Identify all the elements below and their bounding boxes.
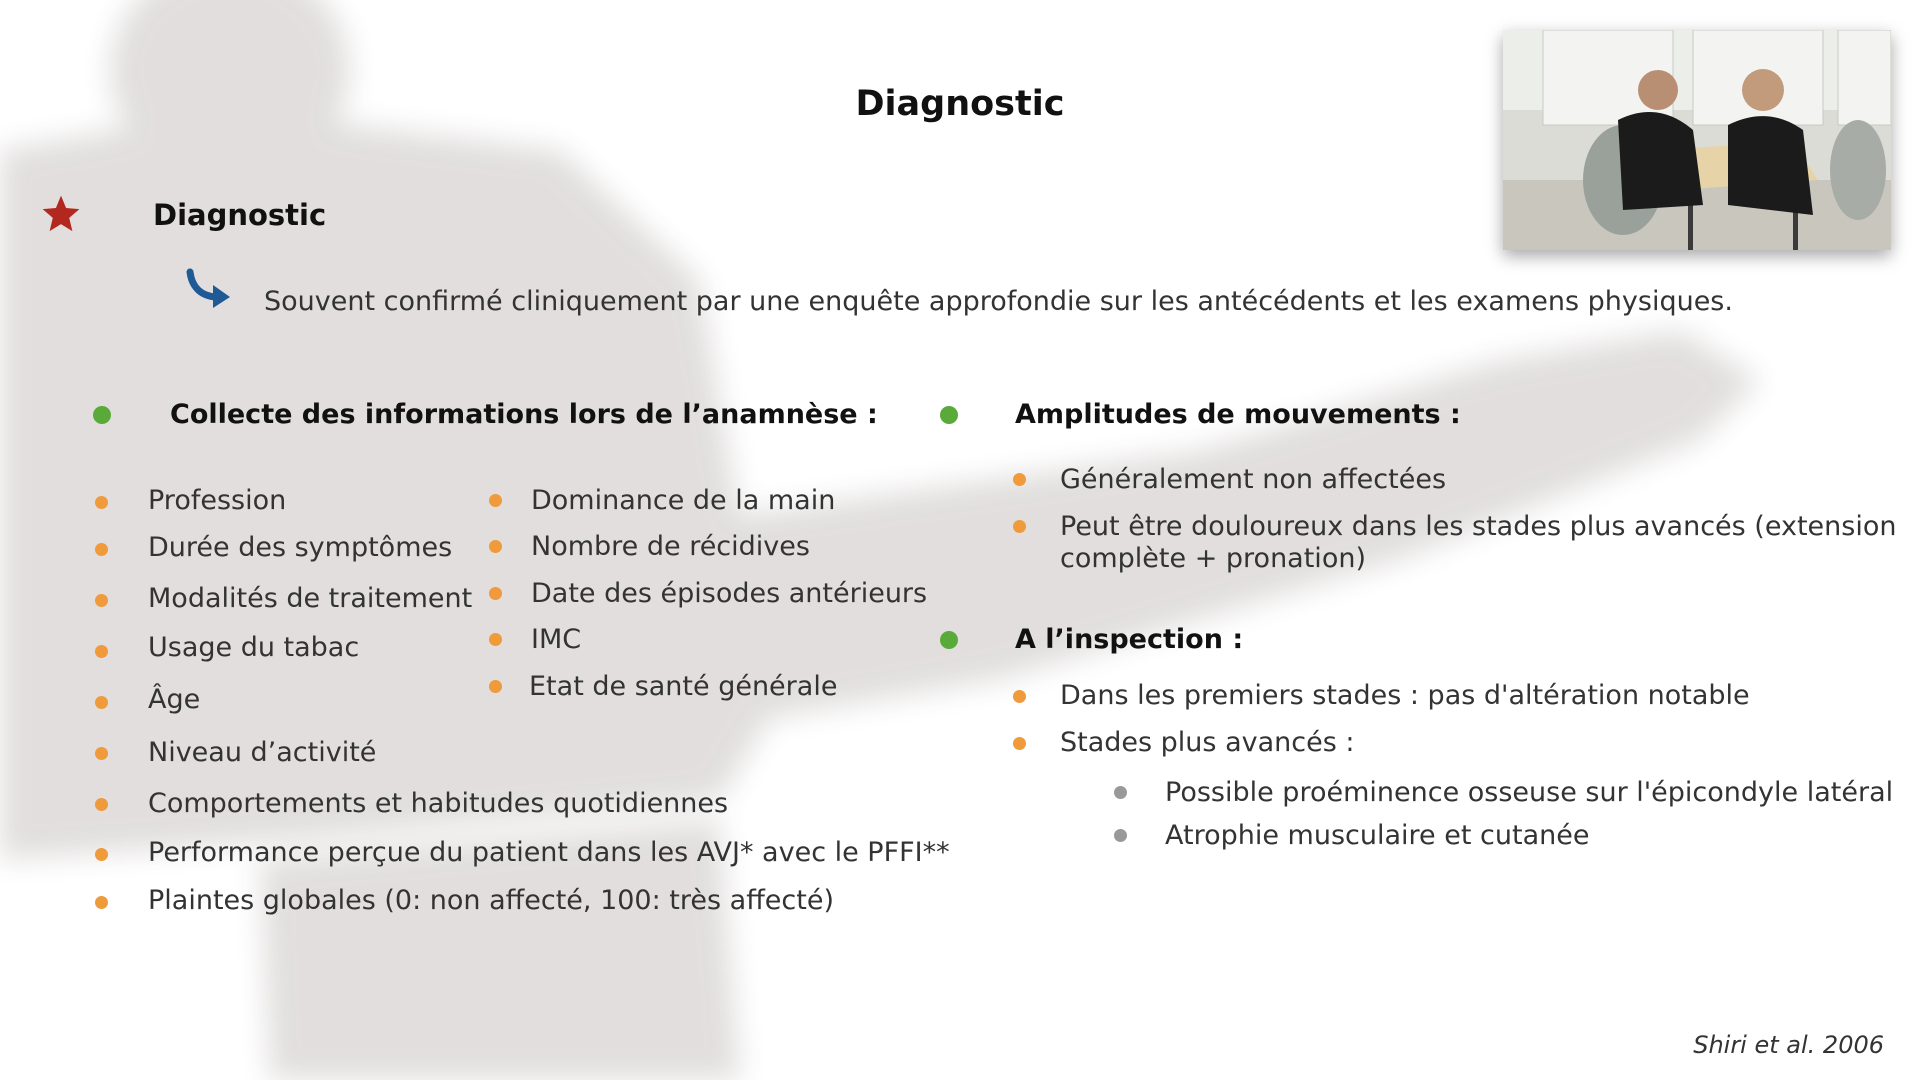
anamnese-item: Performance perçue du patient dans les AVJ* avec le PFFI**	[148, 837, 950, 868]
amplitudes-title: Amplitudes de mouvements :	[1015, 399, 1461, 430]
item-bullet	[1013, 520, 1026, 533]
item-bullet	[95, 696, 108, 709]
inspection-subitem: Atrophie musculaire et cutanée	[1165, 820, 1590, 851]
item-bullet	[1013, 737, 1026, 750]
anamnese-item: IMC	[531, 624, 582, 655]
item-bullet	[95, 496, 108, 509]
slide-title: Diagnostic	[855, 84, 1065, 124]
item-bullet	[95, 896, 108, 909]
diagnostic-text: Souvent confirmé cliniquement par une enquête approfondie sur les antécédents et les examens physiques.	[264, 286, 1733, 317]
item-bullet	[95, 798, 108, 811]
anamnese-item: Nombre de récidives	[531, 531, 810, 562]
curved-arrow-right-icon	[186, 268, 234, 310]
item-bullet	[489, 680, 502, 693]
anamnese-item: Modalités de traitement	[148, 583, 473, 614]
sub-bullet	[1114, 829, 1127, 842]
section-bullet	[940, 406, 958, 424]
item-bullet	[489, 494, 502, 507]
inspection-title: A l’inspection :	[1015, 624, 1244, 655]
anamnese-item: Durée des symptômes	[148, 532, 453, 563]
anamnese-item: Usage du tabac	[148, 632, 360, 663]
anamnese-item: Plaintes globales (0: non affecté, 100: très affecté)	[148, 885, 834, 916]
amplitudes-item: Généralement non affectées	[1060, 464, 1447, 495]
inspection-item: Stades plus avancés :	[1060, 727, 1355, 758]
amplitudes-item: Peut être douloureux dans les stades plus avancés (extension	[1060, 511, 1897, 542]
sub-bullet	[1114, 786, 1127, 799]
item-bullet	[489, 540, 502, 553]
section-bullet	[940, 631, 958, 649]
section-bullet	[93, 406, 111, 424]
anamnese-item: Niveau d’activité	[148, 737, 377, 768]
anamnese-item: Date des épisodes antérieurs	[531, 578, 928, 609]
anamnese-item: Etat de santé générale	[529, 671, 838, 702]
item-bullet	[95, 747, 108, 760]
item-bullet	[489, 587, 502, 600]
anamnese-item: Comportements et habitudes quotidiennes	[148, 788, 729, 819]
item-bullet	[95, 543, 108, 556]
anamnese-item: Profession	[148, 485, 287, 516]
clinic-photo	[1503, 30, 1891, 250]
anamnese-title: Collecte des informations lors de l’anamnèse :	[170, 399, 878, 430]
inspection-subitem: Possible proéminence osseuse sur l'épicondyle latéral	[1165, 777, 1894, 808]
inspection-item: Dans les premiers stades : pas d'altération notable	[1060, 680, 1750, 711]
item-bullet	[489, 633, 502, 646]
citation: Shiri et al. 2006	[1693, 1031, 1884, 1059]
anamnese-item: Âge	[148, 684, 201, 715]
item-bullet	[1013, 690, 1026, 703]
item-bullet	[95, 594, 108, 607]
item-bullet	[95, 645, 108, 658]
amplitudes-item: complète + pronation)	[1060, 543, 1366, 574]
diagnostic-heading: Diagnostic	[153, 198, 327, 232]
item-bullet	[95, 848, 108, 861]
item-bullet	[1013, 473, 1026, 486]
anamnese-item: Dominance de la main	[531, 485, 836, 516]
star-icon	[40, 193, 82, 235]
